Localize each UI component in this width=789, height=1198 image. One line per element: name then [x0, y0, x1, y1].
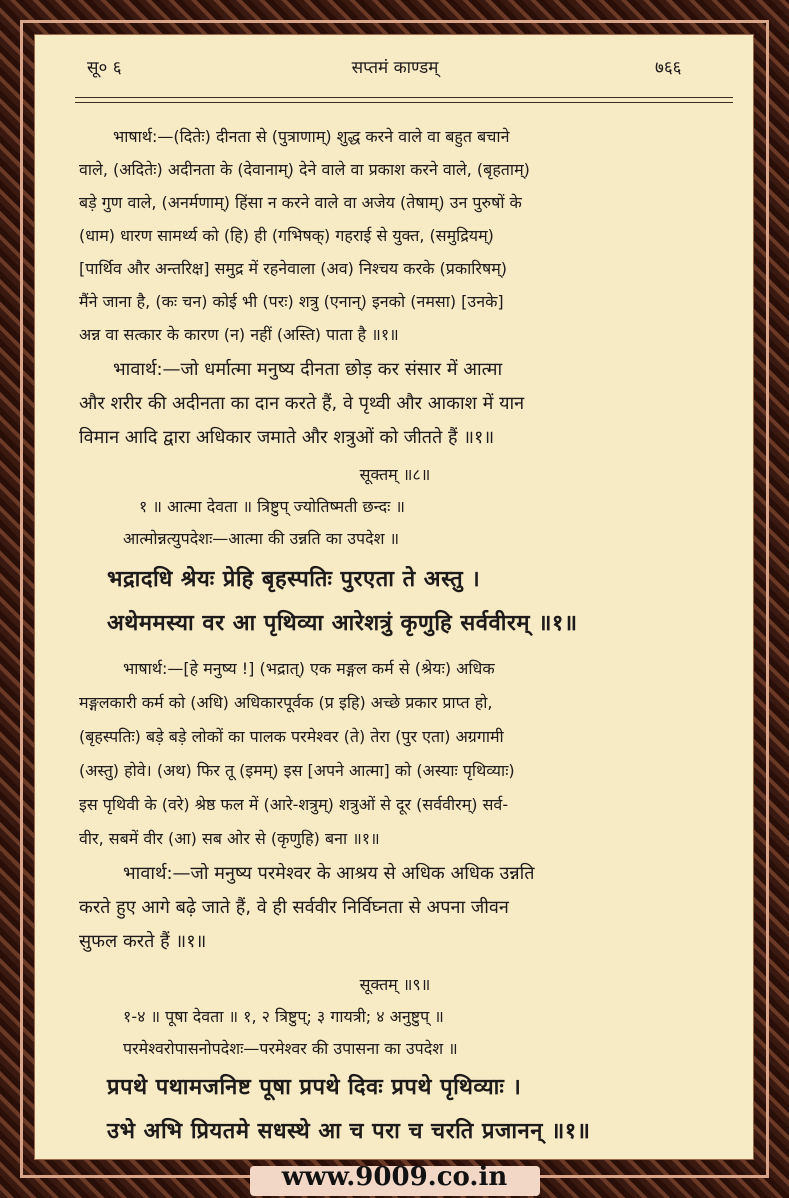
- text-line: भावार्थ:—जो धर्मात्मा मनुष्य दीनता छोड़ कर संसार में आत्मा: [113, 359, 503, 380]
- text-line: विमान आदि द्वारा अधिकार जमाते और शत्रुओं को जीतते हैं ॥१॥: [79, 427, 495, 448]
- text-line: परमेश्वरोपासनोपदेशः—परमेश्वर की उपासना का उपदेश ॥: [123, 1039, 458, 1058]
- text-line: करते हुए आगे बढ़े जाते हैं, वे ही सर्ववीर निर्विघ्नता से अपना जीवन: [79, 897, 509, 918]
- text-line: भाषार्थ:—(दितेः) दीनता से (पुत्राणाम्) शुद्ध करने वाले वा बहुत बचाने: [113, 127, 510, 146]
- text-line: अन्न वा सत्कार के कारण (न) नहीं (अस्ति) पाता है ॥१॥: [79, 325, 399, 344]
- text-line: मैंने जाना है, (कः चन) कोई भी (परः) शत्रु (एनान्) इनको (नमसा) [उनके]: [79, 292, 504, 311]
- text-line: १-४ ॥ पूषा देवता ॥ १, २ त्रिष्टुप्; ३ गायत्री; ४ अनुष्टुप् ॥: [123, 1007, 444, 1026]
- text-line: और शरीर की अदीनता का दान करते हैं, वे पृथ्वी और आकाश में यान: [79, 393, 525, 414]
- sukta-heading: सूक्तम् ॥८॥: [359, 465, 431, 484]
- mantra-line: भद्रादधि श्रेयः प्रेहि बृहस्पतिः पुरएता ते अस्तु ।: [107, 567, 481, 592]
- text-line: आत्मोन्नत्युपदेशः—आत्मा की उन्नति का उपदेश ॥: [123, 529, 400, 548]
- sukta-heading: सूक्तम् ॥९॥: [359, 975, 431, 994]
- website-watermark: www.9009.co.in: [281, 1162, 508, 1192]
- page-header-page-number: ७६६: [655, 58, 682, 78]
- text-line: इस पृथिवी के (वरे) श्रेष्ठ फल में (आरे-शत्रुम्) शत्रुओं से दूर (सर्ववीरम्) सर्व-: [79, 795, 509, 814]
- page-header-title: सप्तमं काण्डम्: [351, 58, 439, 78]
- text-line: सुफल करते हैं ॥१॥: [79, 931, 207, 952]
- text-line: (धाम) धारण सामर्थ्य को (हि) ही (गभिषक्) गहराई से युक्त, (समुद्रियम्): [79, 226, 494, 245]
- book-page: [34, 34, 754, 1160]
- text-line: मङ्गलकारी कर्म को (अधि) अधिकारपूर्वक (प्र इहि) अच्छे प्रकार प्राप्त हो,: [79, 693, 493, 712]
- mantra-line: प्रपथे पथामजनिष्ट पूषा प्रपथे दिवः प्रपथे पृथिव्याः ।: [107, 1075, 522, 1100]
- mantra-line: अथेममस्या वर आ पृथिव्या आरेशत्रुं कृणुहि सर्ववीरम् ॥१॥: [107, 611, 578, 636]
- text-line: वाले, (अदितेः) अदीनता के (देवानाम्) देने वाले वा प्रकाश करने वाले, (बृहताम्): [79, 160, 530, 179]
- text-line: १ ॥ आत्मा देवता ॥ त्रिष्टुप् ज्योतिष्मती छन्दः ॥: [139, 497, 405, 516]
- header-rule: [75, 102, 733, 103]
- page-header-sukta: सू० ६: [87, 58, 122, 78]
- text-line: (अस्तु) होवे। (अथ) फिर तू (इमम्) इस [अपने आत्मा] को (अस्याः पृथिव्याः): [79, 761, 515, 780]
- text-line: भावार्थ:—जो मनुष्य परमेश्वर के आश्रय से अधिक अधिक उन्नति: [123, 863, 535, 884]
- mantra-line: उभे अभि प्रियतमे सधस्थे आ च परा च चरति प्रजानन् ॥१॥: [107, 1119, 591, 1144]
- text-line: (बृहस्पतिः) बड़े बड़े लोकों का पालक परमेश्वर (ते) तेरा (पुर एता) अग्रगामी: [79, 727, 504, 746]
- text-line: भाषार्थ:—[हे मनुष्य !] (भद्रात्) एक मङ्गल कर्म से (श्रेयः) अधिक: [123, 659, 495, 678]
- text-line: [पार्थिव और अन्तरिक्ष] समुद्र में रहनेवाला (अव) निश्चय करके (प्रकारिषम्): [79, 259, 508, 278]
- text-line: वीर, सबमें वीर (आ) सब ओर से (कृणुहि) बना ॥१॥: [79, 829, 380, 848]
- header-rule: [75, 97, 733, 98]
- text-line: बड़े गुण वाले, (अनर्मणाम्) हिंसा न करने वाले वा अजेय (तेषाम्) उन पुरुषों के: [79, 193, 522, 212]
